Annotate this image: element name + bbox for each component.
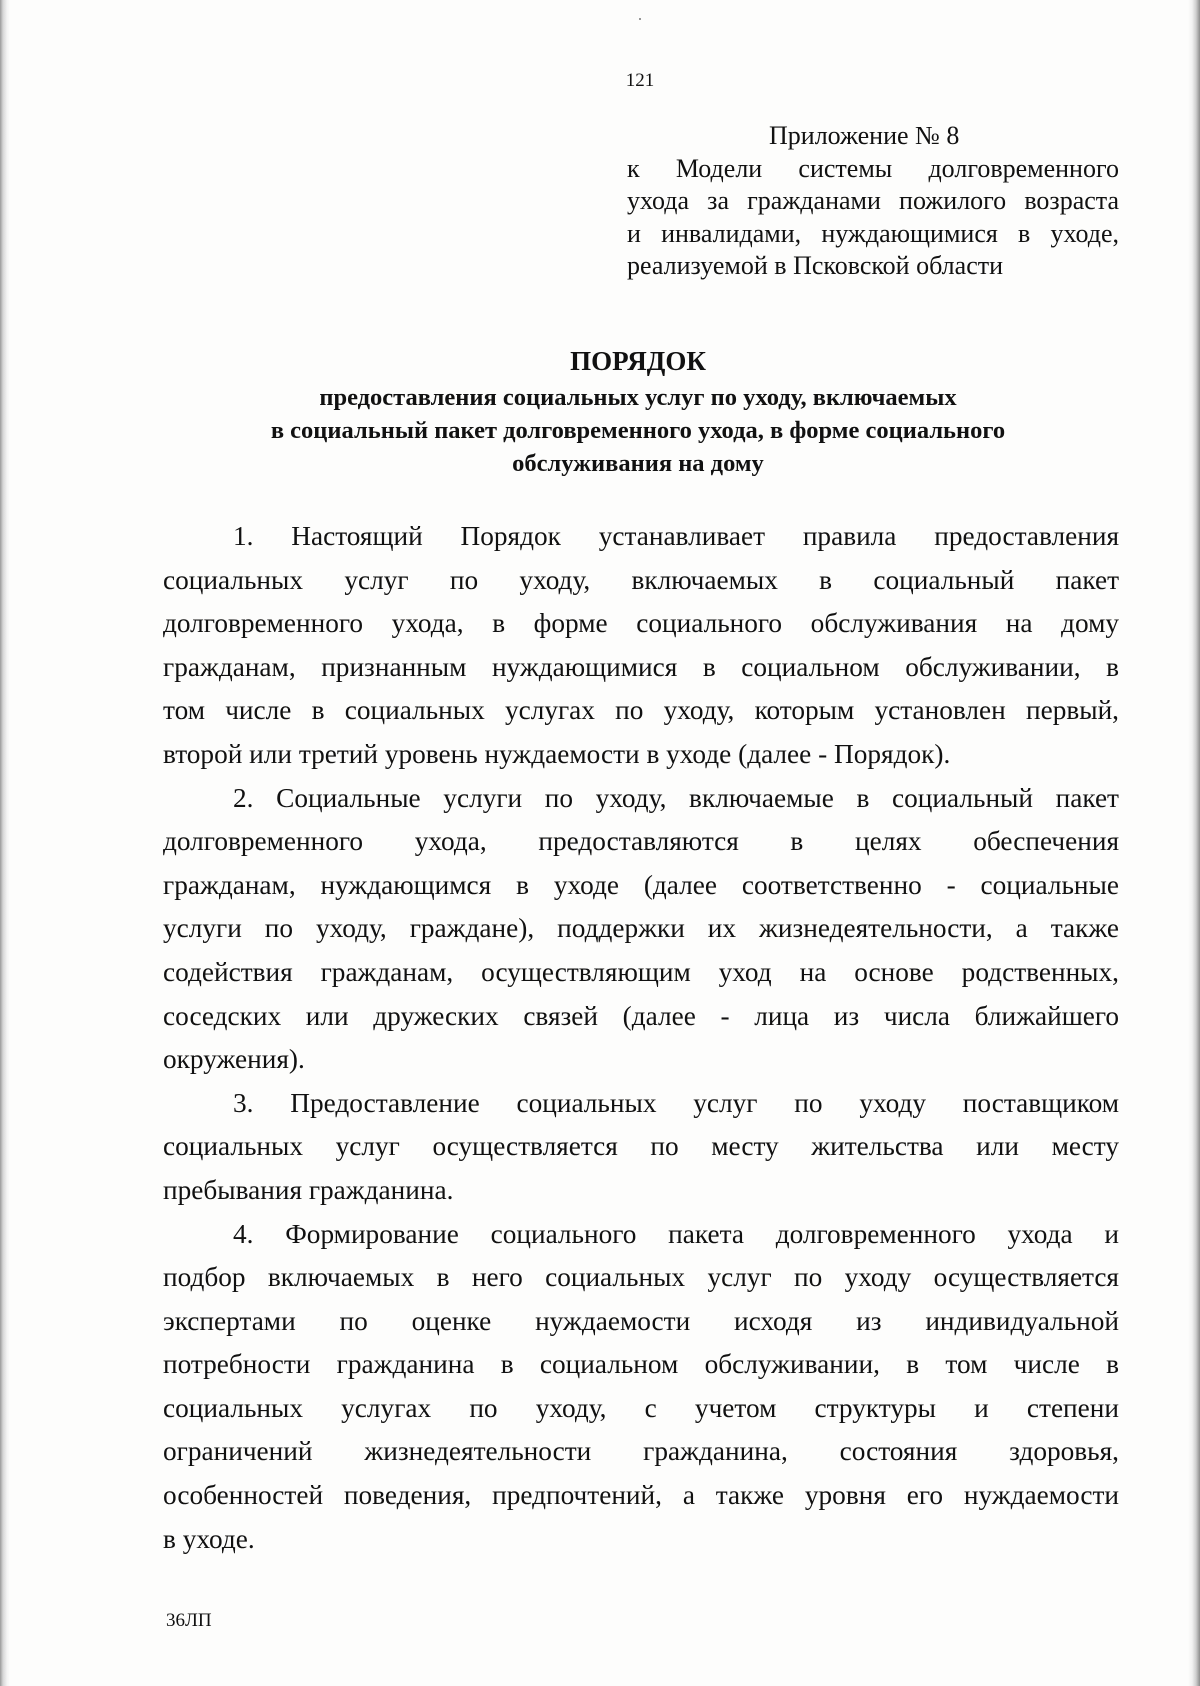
paragraph-4-line: экспертами по оценке нуждаемости исходя из индивидуальной (163, 1305, 1119, 1336)
paragraph-3-line: пребывания гражданина. (163, 1174, 454, 1205)
paragraph-3-line: социальных услуг осуществляется по месту жительства или месту (163, 1131, 1119, 1162)
paragraph-1-line: второй или третий уровень нуждаемости в уходе (далее - Порядок). (163, 738, 951, 769)
paragraph-1-line: социальных услуг по уходу, включаемых в социальный пакет (163, 564, 1119, 595)
appendix-line: ухода за гражданами пожилого возраста (627, 186, 1119, 215)
subtitle-line: предоставления социальных услуг по уходу, включаемых (319, 384, 957, 411)
document-subtitle (190, 381, 1086, 480)
paragraph-4-line: ограничений жизнедеятельности гражданина, состояния здоровья, (163, 1436, 1119, 1467)
paragraph-4-line: особенностей поведения, предпочтений, а также уровня его нуждаемости (163, 1480, 1119, 1511)
paragraph-2-line: долговременного ухода, предоставляются в целях обеспечения (163, 826, 1119, 857)
subtitle-line: в социальный пакет долговременного ухода, в форме социального (270, 417, 1006, 444)
paragraph-4-line: в уходе. (163, 1523, 255, 1554)
paragraph-2-line: окружения). (163, 1044, 305, 1075)
paragraph-2-line: 2. Социальные услуги по уходу, включаемые в социальный пакет (233, 782, 1119, 813)
document-body (163, 515, 1119, 1561)
paragraph-2-line: соседских или дружеских связей (далее - лица из числа ближайшего (163, 1000, 1119, 1031)
paragraph-3-line: 3. Предоставление социальных услуг по уходу поставщиком (233, 1087, 1119, 1118)
appendix-header (627, 120, 1119, 283)
paragraph-1-line: 1. Настоящий Порядок устанавливает правила предоставления (233, 521, 1119, 551)
paragraph-4-line: 4. Формирование социального пакета долговременного ухода и (233, 1218, 1119, 1249)
paragraph-1-line: долговременного ухода, в форме социального обслуживания на дому (163, 608, 1119, 639)
page-number: 121 (625, 70, 655, 91)
paragraph-2-line: гражданам, нуждающимся в уходе (далее соответственно - социальные (163, 869, 1119, 900)
subtitle-line: обслуживания на дому (512, 450, 764, 477)
paragraph-2-line: услуги по уходу, граждане), поддержки их жизнедеятельности, а также (163, 913, 1119, 944)
appendix-line: реализуемой в Псковской области (627, 251, 1004, 280)
appendix-title: Приложение № 8 (769, 121, 960, 150)
scan-edge-right (1188, 0, 1200, 1686)
footer-code: 36ЛП (166, 1610, 212, 1631)
paragraph-1-line: гражданам, признанным нуждающимися в социальном обслуживании, в (163, 651, 1119, 682)
document-title: ПОРЯДОК (570, 346, 706, 376)
appendix-line: и инвалидами, нуждающимися в уходе, (627, 218, 1119, 248)
paragraph-1-line: том числе в социальных услугах по уходу, которым установлен первый, (163, 695, 1119, 726)
paragraph-2-line: содействия гражданам, осуществляющим уход на основе родственных, (163, 956, 1119, 987)
scan-edge-left (0, 0, 10, 1686)
paragraph-4-line: потребности гражданина в социальном обслуживании, в том числе в (163, 1349, 1119, 1380)
scan-artifact (639, 18, 641, 20)
paragraph-4-line: социальных услугах по уходу, с учетом структуры и степени (163, 1392, 1119, 1423)
paragraph-4-line: подбор включаемых в него социальных услуг по уходу осуществляется (163, 1262, 1119, 1293)
appendix-line: к Модели системы долговременного (627, 153, 1119, 183)
